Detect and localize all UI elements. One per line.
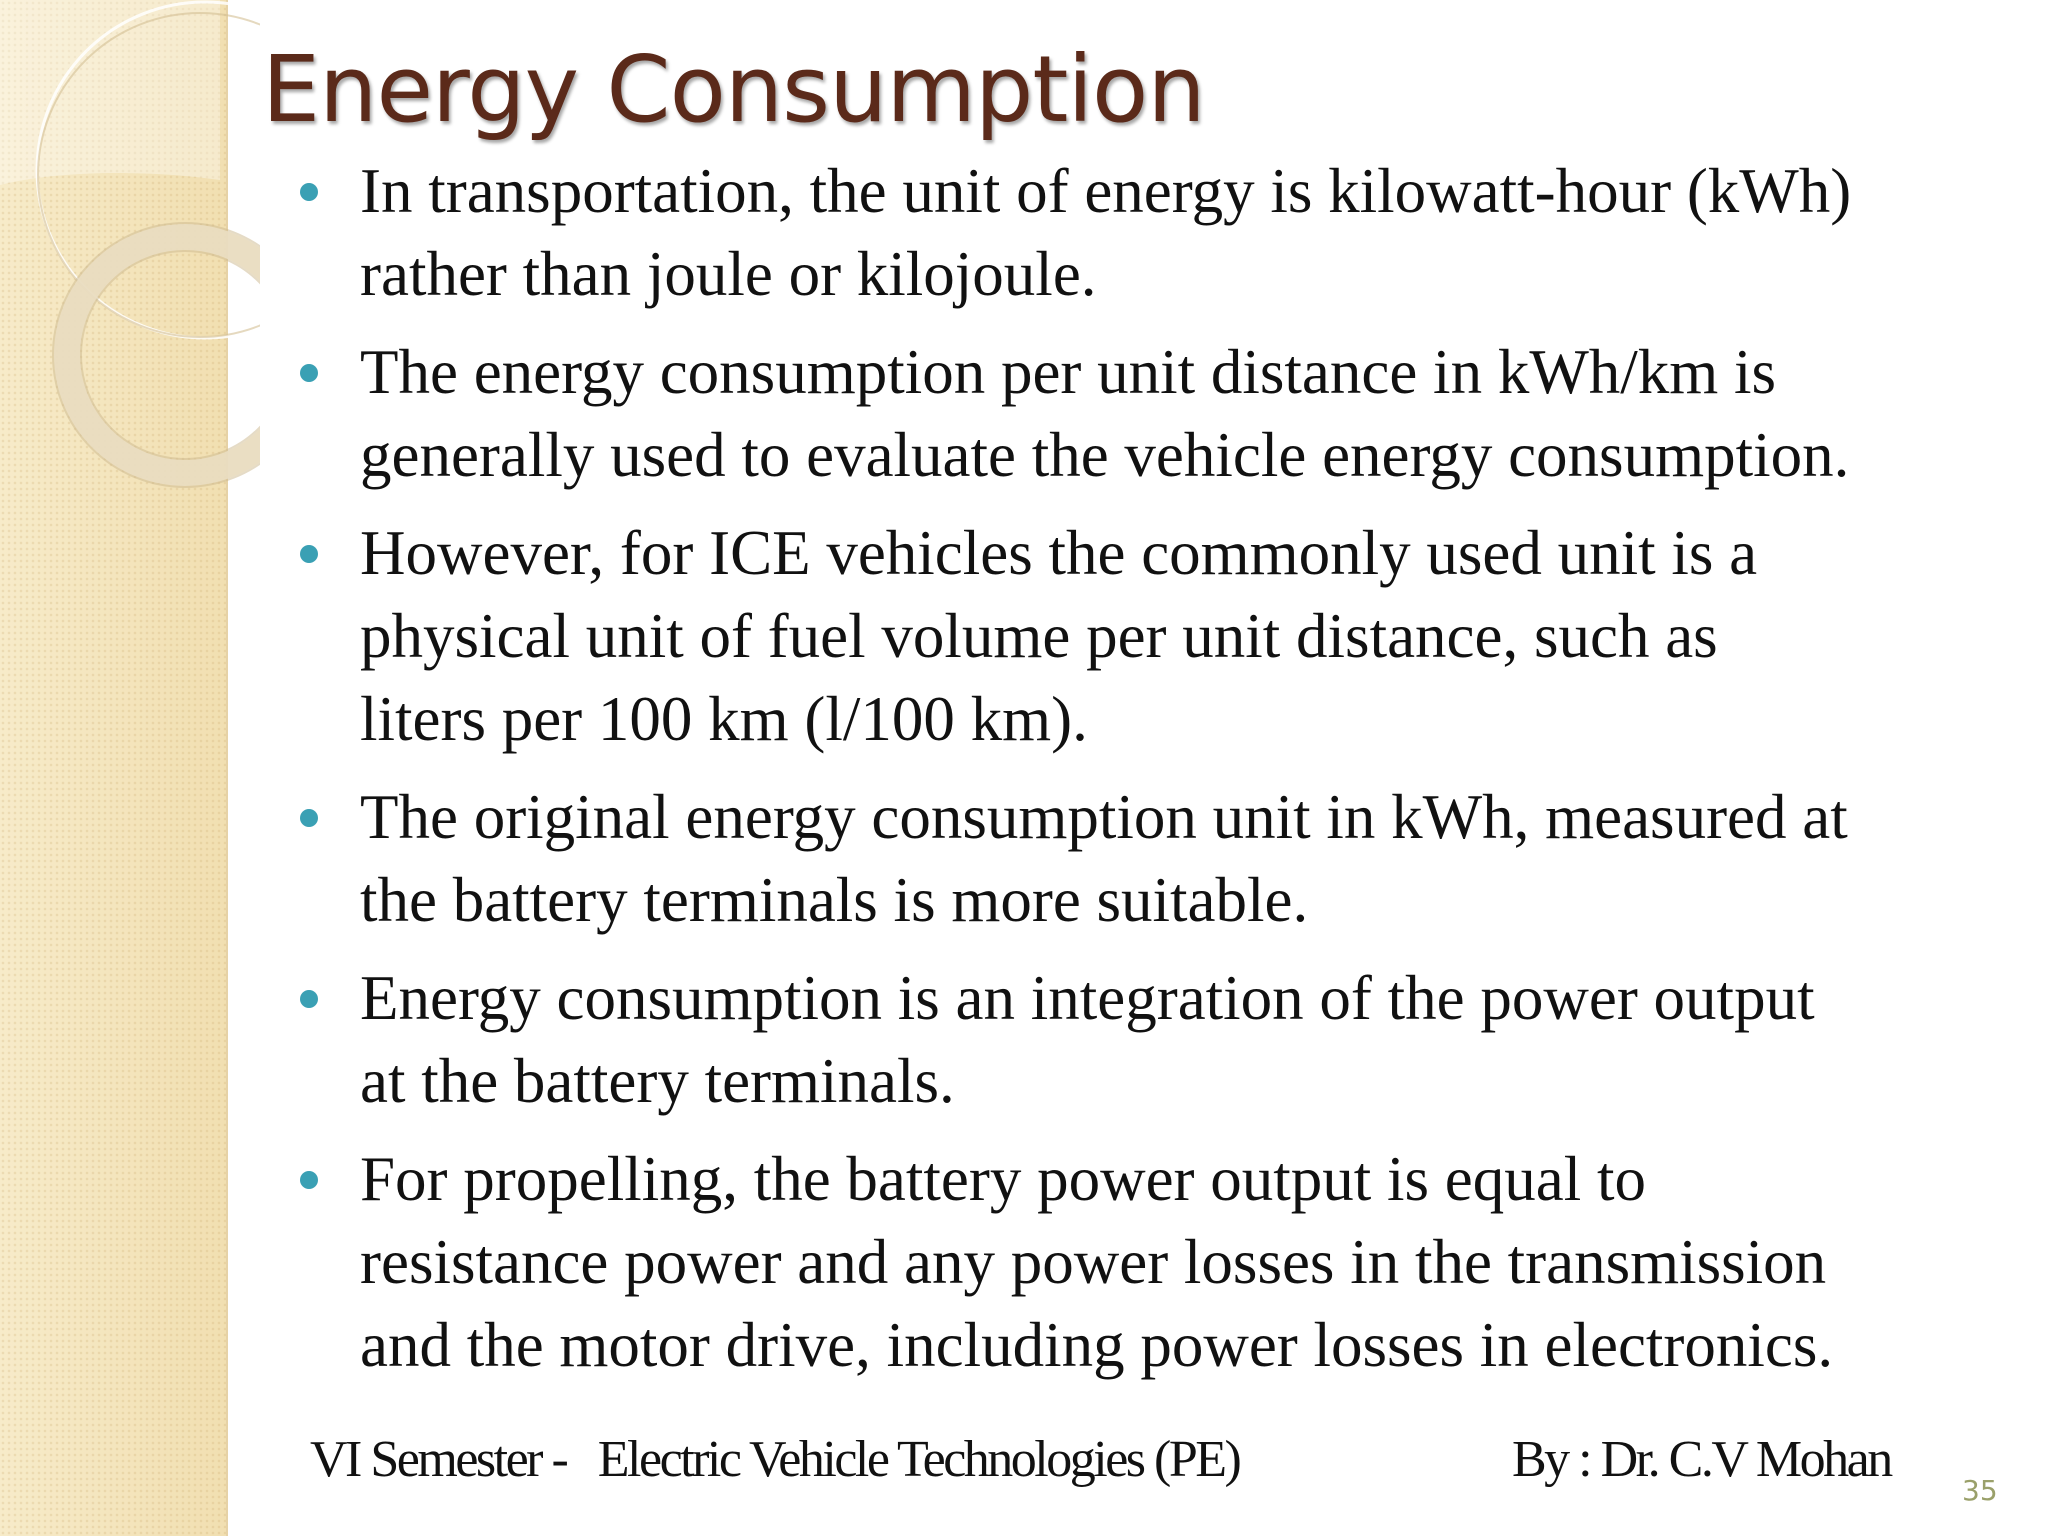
footer-course-label: VI Semester - Electric Vehicle Technologies (PE) xyxy=(310,1431,1240,1488)
bullet-line: at the battery terminals. xyxy=(360,1046,955,1116)
bullet-line: The original energy consumption unit in kWh, measured at xyxy=(360,782,1848,852)
round-bullet-icon xyxy=(300,183,318,201)
bullet-line: physical unit of fuel volume per unit distance, such as xyxy=(360,601,1718,671)
bullet-item xyxy=(292,150,1992,316)
bullet-item xyxy=(292,512,1992,761)
circle-rings-decoration-icon xyxy=(0,0,260,520)
bullet-line: and the motor drive, including power losses in electronics. xyxy=(360,1310,1834,1380)
bullet-line: However, for ICE vehicles the commonly used unit is a xyxy=(360,518,1758,588)
round-bullet-icon xyxy=(300,809,318,827)
footer-author-label: By : Dr. C.V Mohan xyxy=(1512,1431,1891,1488)
bullet-item xyxy=(292,1138,1992,1387)
bullet-line: For propelling, the battery power output is equal to xyxy=(360,1144,1646,1214)
bullet-line: the battery terminals is more suitable. xyxy=(360,865,1309,935)
round-bullet-icon xyxy=(300,990,318,1008)
bullet-line: In transportation, the unit of energy is kilowatt-hour (kWh) xyxy=(360,156,1852,226)
page-number: 35 xyxy=(1962,1474,1998,1507)
bullet-item xyxy=(292,331,1992,497)
bullet-line: The energy consumption per unit distance in kWh/km is xyxy=(360,337,1777,407)
bullet-list xyxy=(292,150,1992,1402)
bullet-item xyxy=(292,957,1992,1123)
round-bullet-icon xyxy=(300,1171,318,1189)
left-decorative-band xyxy=(0,0,228,1536)
round-bullet-icon xyxy=(300,364,318,382)
bullet-line: generally used to evaluate the vehicle energy consumption. xyxy=(360,420,1850,490)
slide-title: Energy Consumption xyxy=(262,36,1205,143)
bullet-line: rather than joule or kilojoule. xyxy=(360,239,1097,309)
bullet-line: liters per 100 km (l/100 km). xyxy=(360,684,1088,754)
bullet-item xyxy=(292,776,1992,942)
bullet-line: resistance power and any power losses in the transmission xyxy=(360,1227,1827,1297)
round-bullet-icon xyxy=(300,545,318,563)
bullet-line: Energy consumption is an integration of the power output xyxy=(360,963,1815,1033)
